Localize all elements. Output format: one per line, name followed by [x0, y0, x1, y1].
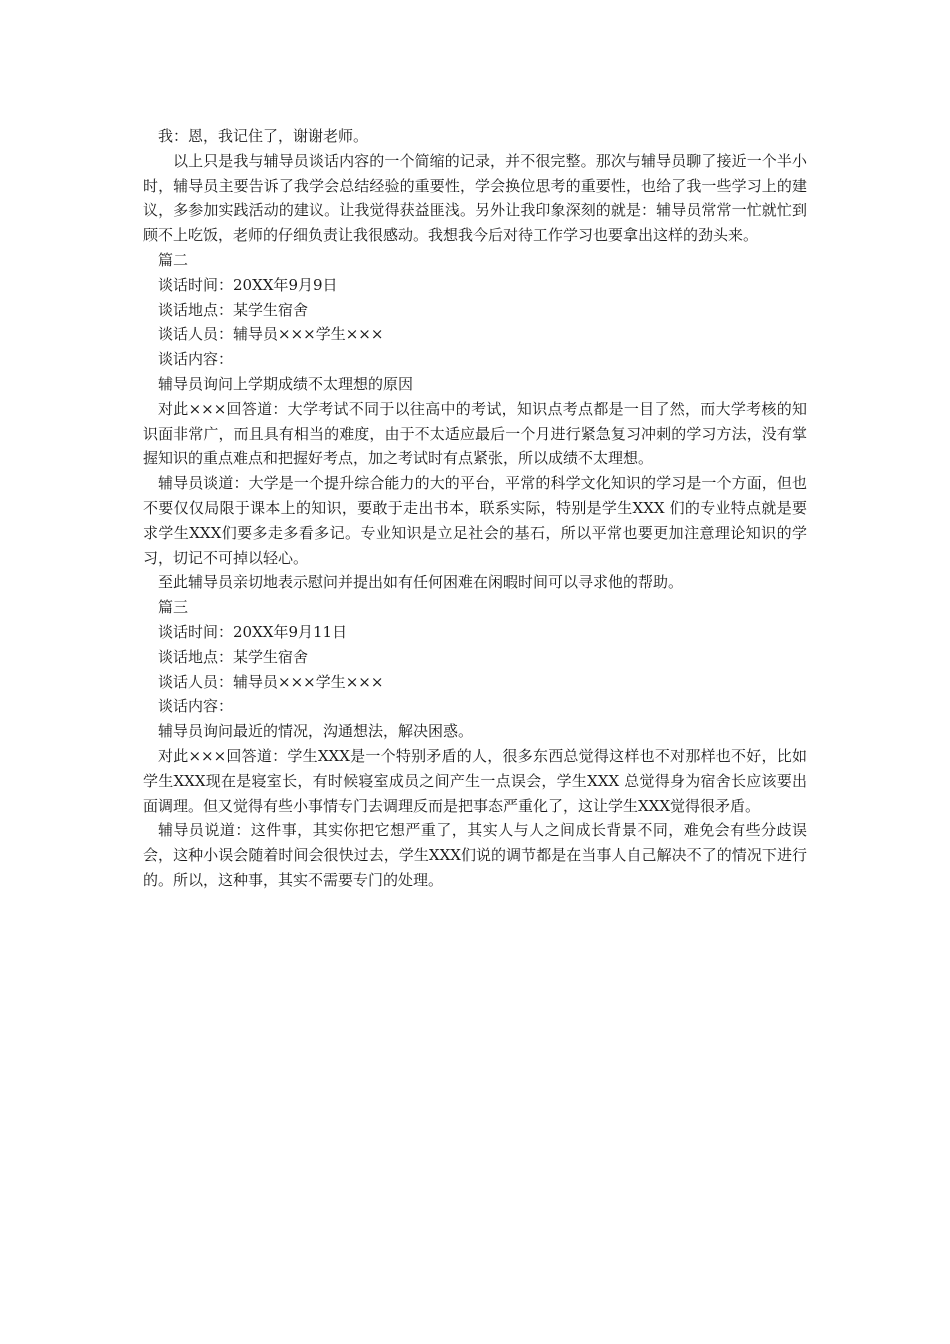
talk-location: 谈话地点：某学生宿舍: [158, 647, 309, 666]
student-answer: 对此×××回答道：大学考试不同于以往高中的考试，知识点考点都是一目了然，而大学考核的知识面非常广，而且具有相当的难度，由于不太适应最后一个月进行紧急复习冲刺的学习方法，没有掌握知识的重点难点和把握好考点，加之考试时有点紧张，所以成绩不太理想。: [143, 399, 807, 468]
counselor-question: 辅导员询问上学期成绩不太理想的原因: [158, 374, 414, 393]
document-body: [143, 124, 807, 893]
talk-location: 谈话地点：某学生宿舍: [158, 300, 309, 319]
student-answer: 对此×××回答道：学生XXX是一个特别矛盾的人，很多东西总觉得这样也不对那样也不好，比如学生XXX现在是寝室长，有时候寝室成员之间产生一点误会，学生XXX 总觉得身为宿舍长应该要出面调理。但又觉得有些小事情专门去调理反而是把事态严重化了，这让学生XXX觉得很矛盾。: [143, 746, 807, 815]
section-heading-3: 篇三: [158, 598, 189, 617]
counselor-question: 辅导员询问最近的情况，沟通想法，解决困惑。: [158, 722, 474, 741]
talk-time: 谈话时间：20XX年9月11日: [158, 622, 348, 641]
talk-participants: 谈话人员：辅导员×××学生×××: [158, 672, 384, 691]
closing-note: 至此辅导员亲切地表示慰问并提出如有任何困难在闲暇时间可以寻求他的帮助。: [158, 573, 684, 592]
paragraph-summary: 以上只是我与辅导员谈话内容的一个简缩的记录，并不很完整。那次与辅导员聊了接近一个半小时，辅导员主要告诉了我学会总结经验的重要性，学会换位思考的重要性，也给了我一些学习上的建议，多参加实践活动的建议。让我觉得获益匪浅。另外让我印象深刻的就是：辅导员常常一忙就忙到顾不上吃饭，老师的仔细负责让我很感动。我想我今后对待工作学习也要拿出这样的劲头来。: [143, 151, 807, 245]
talk-time: 谈话时间：20XX年9月9日: [158, 275, 338, 294]
talk-content-label: 谈话内容：: [158, 350, 234, 369]
counselor-response: 辅导员谈道：大学是一个提升综合能力的大的平台，平常的科学文化知识的学习是一个方面，但也不要仅仅局限于课本上的知识，要敢于走出书本，联系实际，特别是学生XXX 们的专业特点就是要求学生XXX们要多走多看多记。专业知识是立足社会的基石，所以平常也要更加注意理论知识的学习，切记不可掉以轻心。: [143, 474, 807, 567]
counselor-response: 辅导员说道：这件事，其实你把它想严重了，其实人与人之间成长背景不同，难免会有些分歧误会，这种小误会随着时间会很快过去，学生XXX们说的调节都是在当事人自己解决不了的情况下进行的。所以，这种事，其实不需要专门的处理。: [143, 821, 807, 889]
talk-participants: 谈话人员：辅导员×××学生×××: [158, 325, 384, 344]
paragraph-closing-dialogue: 我：恩，我记住了，谢谢老师。: [158, 127, 369, 145]
section-heading-2: 篇二: [158, 250, 189, 269]
talk-content-label: 谈话内容：: [158, 697, 234, 716]
